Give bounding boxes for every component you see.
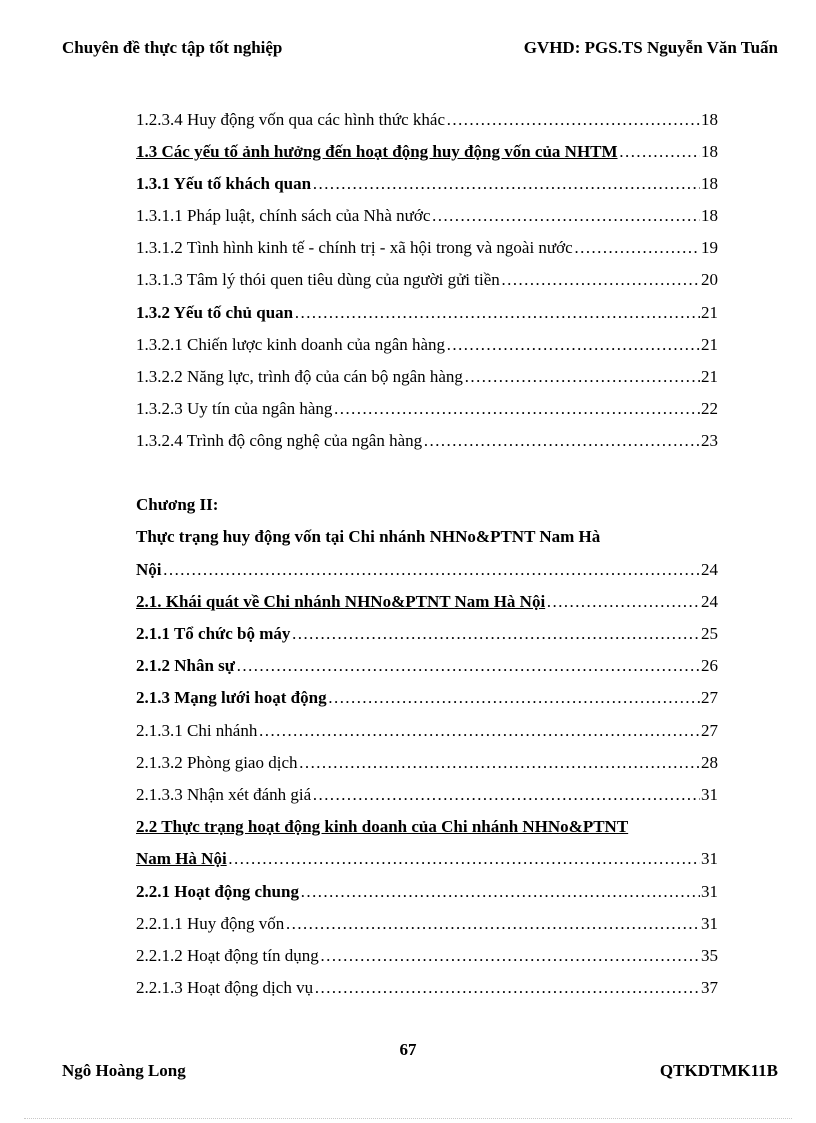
toc-entry-title: 2.1. Khái quát về Chi nhánh NHNo&PTNT Nam Hà Nội: [136, 592, 546, 611]
toc-entry[interactable]: [136, 848, 718, 870]
toc-leader: [236, 655, 700, 677]
header-left: Chuyên đề thực tập tốt nghiệp: [62, 38, 283, 57]
toc-entry-page: 31: [701, 785, 718, 804]
toc-leader: [431, 205, 700, 227]
toc-entry-page: 31: [701, 882, 718, 901]
toc-entry-title: 1.2.3.4 Huy động vốn qua các hình thức khác: [136, 110, 446, 129]
toc-entry-title: Nam Hà Nội: [136, 849, 227, 868]
toc-leader: [300, 881, 700, 903]
toc-entry[interactable]: [136, 366, 718, 388]
toc-leader: [574, 237, 700, 259]
toc-entry-title: 1.3.2.3 Uy tín của ngân hàng: [136, 399, 333, 418]
toc-leader: [619, 141, 700, 163]
toc-entry-page: 18: [701, 206, 718, 225]
toc-entry-page: 31: [701, 914, 718, 933]
toc-entry[interactable]: [136, 591, 718, 613]
toc-entry-title: 2.2.1 Hoạt động chung: [136, 882, 299, 901]
footer-right: QTKDTMK11B: [659, 1061, 778, 1080]
toc-entry[interactable]: [136, 141, 718, 163]
toc-entry-title: 1.3.2.1 Chiến lược kinh doanh của ngân hàng: [136, 335, 446, 354]
toc-leader: [446, 109, 700, 131]
toc-entry[interactable]: [136, 623, 718, 645]
toc-entry-page: 25: [701, 624, 718, 643]
toc-leader: [258, 720, 700, 742]
toc-entry[interactable]: [136, 752, 718, 774]
toc-entry-page: 18: [701, 110, 718, 129]
toc-entry[interactable]: [136, 913, 718, 935]
section-title[interactable]: 2.2 Thực trạng hoạt động kinh doanh của Chi nhánh NHNo&PTNT: [136, 817, 629, 836]
page-number: 67: [399, 1040, 417, 1059]
toc-entry-page: 37: [701, 978, 718, 997]
toc-entry[interactable]: [136, 430, 718, 452]
toc-entry-page: 27: [701, 721, 718, 740]
toc-leader: [228, 848, 700, 870]
toc-entry[interactable]: [136, 881, 718, 903]
toc-leader: [333, 398, 700, 420]
toc-entry-page: 24: [701, 560, 718, 579]
toc-entry-title: 2.1.2 Nhân sự: [136, 656, 236, 675]
toc-leader: [312, 173, 700, 195]
toc-entry[interactable]: [136, 687, 718, 709]
toc-leader: [291, 623, 700, 645]
toc-entry-title: 1.3.2.2 Năng lực, trình độ của cán bộ ngân hàng: [136, 367, 463, 386]
toc-entry-page: 28: [701, 753, 718, 772]
toc-entry-title: 1.3.2 Yếu tố chủ quan: [136, 303, 294, 322]
toc-entry-title: 1.3.1 Yếu tố khách quan: [136, 174, 312, 193]
toc-leader: [312, 784, 700, 806]
toc-entry-title: 2.1.1 Tổ chức bộ máy: [136, 624, 291, 643]
toc-entry[interactable]: [136, 302, 718, 324]
toc-entry-page: 21: [701, 303, 718, 322]
toc-entry[interactable]: [136, 784, 718, 806]
toc-entry[interactable]: [136, 109, 718, 131]
toc-leader: [464, 366, 700, 388]
toc-entry-title: Nội: [136, 560, 162, 579]
toc-leader: [446, 334, 700, 356]
toc-entry-title: 2.2.1.3 Hoạt động dịch vụ: [136, 978, 314, 997]
toc-entry[interactable]: [136, 334, 718, 356]
toc-entry-page: 22: [701, 399, 718, 418]
toc-leader: [299, 752, 701, 774]
toc-leader: [501, 269, 700, 291]
toc-entry[interactable]: [136, 655, 718, 677]
toc-leader: [320, 945, 700, 967]
toc-leader: [546, 591, 700, 613]
toc-entry-title: 1.3.2.4 Trình độ công nghệ của ngân hàng: [136, 431, 423, 450]
toc-leader: [314, 977, 700, 999]
page-bottom-divider: [24, 1118, 792, 1119]
toc-entry-page: 31: [701, 849, 718, 868]
toc-leader: [163, 559, 701, 581]
toc-entry[interactable]: [136, 559, 718, 581]
toc-entry-page: 21: [701, 367, 718, 386]
header-right: GVHD: PGS.TS Nguyễn Văn Tuấn: [523, 38, 778, 57]
toc-leader: [423, 430, 700, 452]
toc-entry-page: 18: [701, 142, 718, 161]
toc-entry-title: 1.3.1.1 Pháp luật, chính sách của Nhà nước: [136, 206, 431, 225]
toc-entry-title: 1.3 Các yếu tố ảnh hưởng đến hoạt động huy động vốn của NHTM: [136, 142, 618, 161]
toc-entry[interactable]: [136, 977, 718, 999]
toc-entry-title: 2.1.3 Mạng lưới hoạt động: [136, 688, 327, 707]
chapter-title[interactable]: Thực trạng huy động vốn tại Chi nhánh NHNo&PTNT Nam Hà: [136, 527, 601, 546]
toc-entry-page: 23: [701, 431, 718, 450]
toc-leader: [294, 302, 700, 324]
toc-entry-page: 26: [701, 656, 718, 675]
toc-entry-title: 2.2.1.2 Hoạt động tín dụng: [136, 946, 319, 965]
chapter-label: Chương II:: [136, 495, 219, 514]
toc-entry[interactable]: [136, 237, 718, 259]
toc-entry-page: 20: [701, 270, 718, 289]
toc-entry-page: 21: [701, 335, 718, 354]
toc-entry-title: 2.1.3.3 Nhận xét đánh giá: [136, 785, 312, 804]
toc-entry[interactable]: [136, 269, 718, 291]
toc-entry[interactable]: [136, 398, 718, 420]
toc-entry-page: 27: [701, 688, 718, 707]
toc-entry-title: 2.1.3.1 Chi nhánh: [136, 721, 258, 740]
toc-leader: [328, 687, 700, 709]
toc-entry[interactable]: [136, 205, 718, 227]
toc-entry-title: 2.1.3.2 Phòng giao dịch: [136, 753, 298, 772]
footer-left: Ngô Hoàng Long: [62, 1061, 186, 1080]
toc-leader: [285, 913, 700, 935]
toc-entry-page: 19: [701, 238, 718, 257]
toc-entry-page: 24: [701, 592, 718, 611]
toc-entry-page: 18: [701, 174, 718, 193]
toc-entry[interactable]: [136, 945, 718, 967]
toc-entry-title: 1.3.1.2 Tình hình kinh tế - chính trị - xã hội trong và ngoài nước: [136, 238, 573, 257]
toc-entry-title: 1.3.1.3 Tâm lý thói quen tiêu dùng của người gửi tiền: [136, 270, 500, 289]
toc-entry[interactable]: [136, 720, 718, 742]
toc-entry[interactable]: [136, 173, 718, 195]
toc-entry-page: 35: [701, 946, 718, 965]
toc-entry-title: 2.2.1.1 Huy động vốn: [136, 914, 285, 933]
